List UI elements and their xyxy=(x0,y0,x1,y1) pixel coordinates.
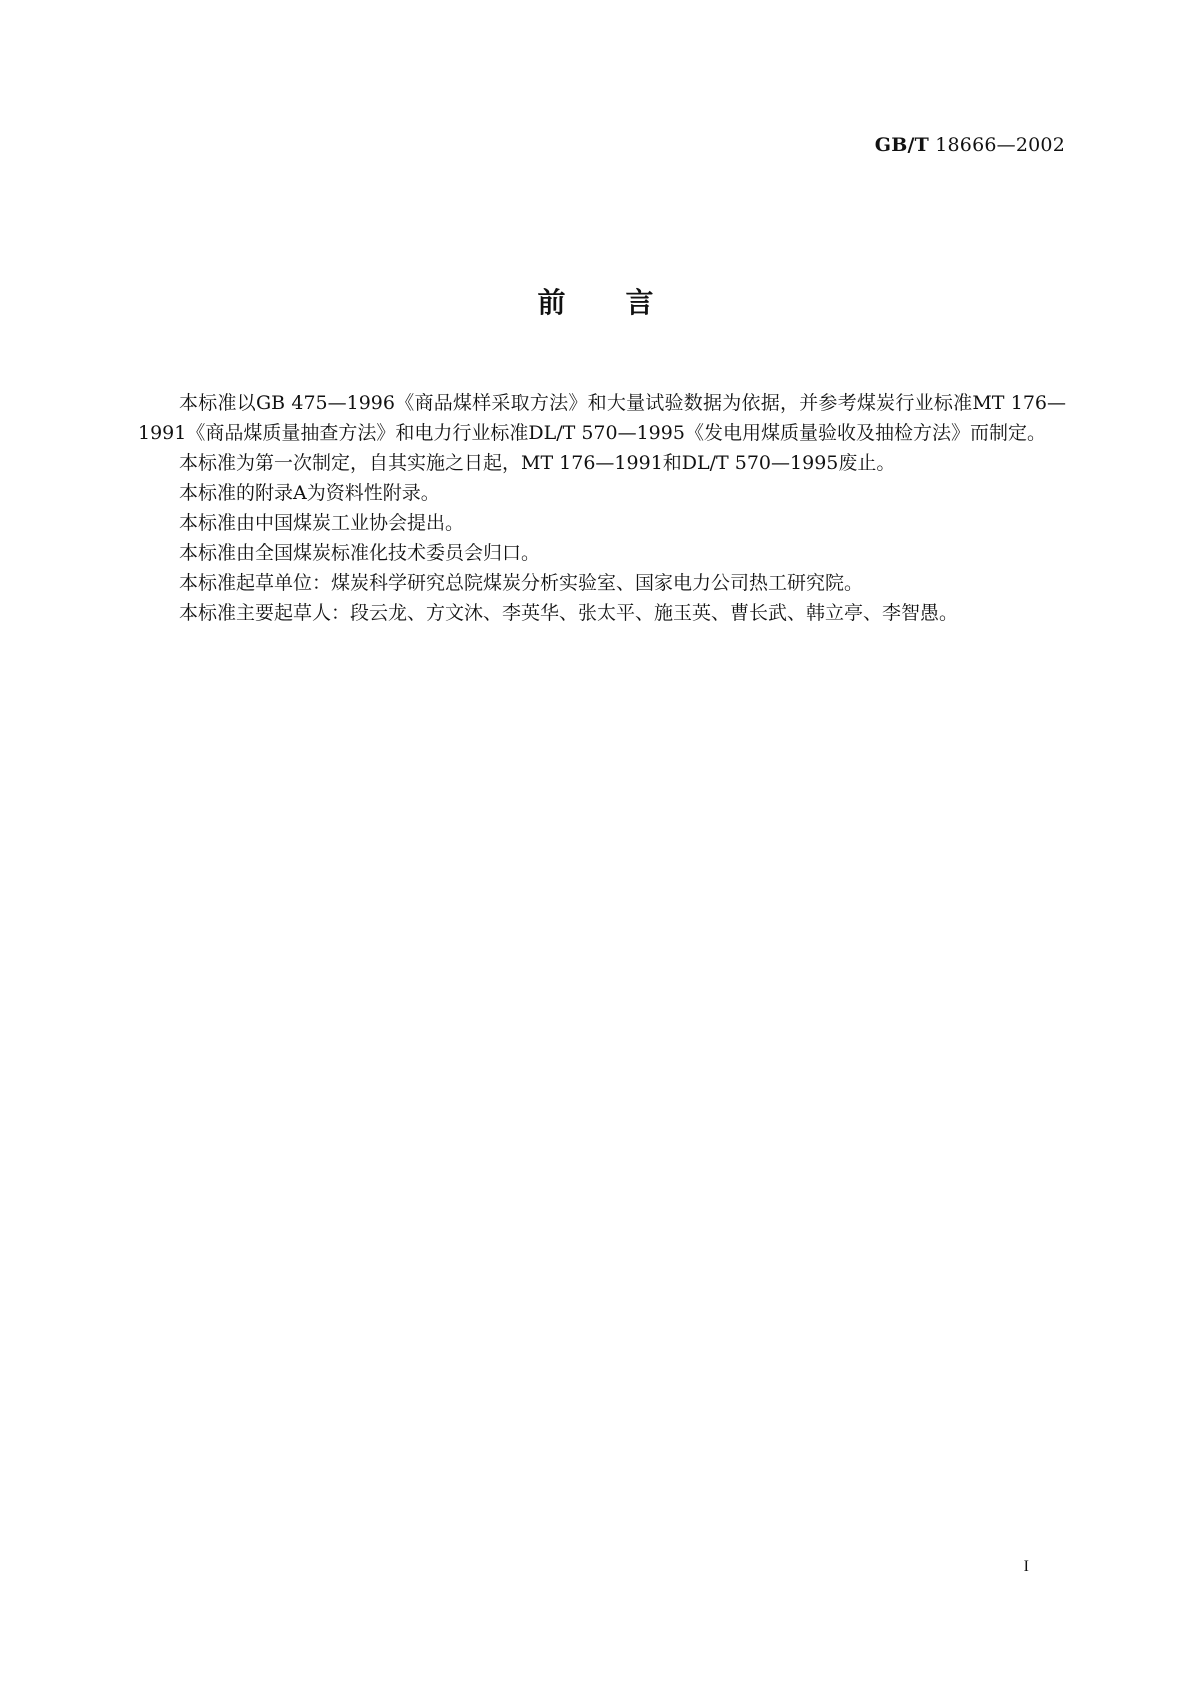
page-title: 前言 xyxy=(537,286,714,319)
paragraph: 本标准的附录A为资料性附录。 xyxy=(179,482,440,504)
paragraph: 本标准为第一次制定，自其实施之日起，MT 176—1991和DL/T 570—1995废止。 xyxy=(179,452,896,474)
paragraph: 本标准主要起草人：段云龙、方文沐、李英华、张太平、施玉英、曹长武、韩立亭、李智愚。 xyxy=(179,602,959,624)
paragraph: 本标准以GB 475—1996《商品煤样采取方法》和大量试验数据为依据，并参考煤炭行业标准MT 176—1991《商品煤质量抽查方法》和电力行业标准DL/T 570—1995《发电用煤质量验收及抽检方法》而制定。 xyxy=(138,392,1066,444)
page-number: I xyxy=(1023,1558,1029,1575)
standard-number: 18666—2002 xyxy=(935,134,1065,156)
standard-code xyxy=(875,134,1065,156)
paragraph: 本标准起草单位：煤炭科学研究总院煤炭分析实验室、国家电力公司热工研究院。 xyxy=(179,572,864,594)
foreword-body xyxy=(138,388,1066,628)
standard-prefix: GB/T xyxy=(874,134,929,156)
paragraph: 本标准由中国煤炭工业协会提出。 xyxy=(179,512,465,534)
paragraph: 本标准由全国煤炭标准化技术委员会归口。 xyxy=(179,542,541,564)
